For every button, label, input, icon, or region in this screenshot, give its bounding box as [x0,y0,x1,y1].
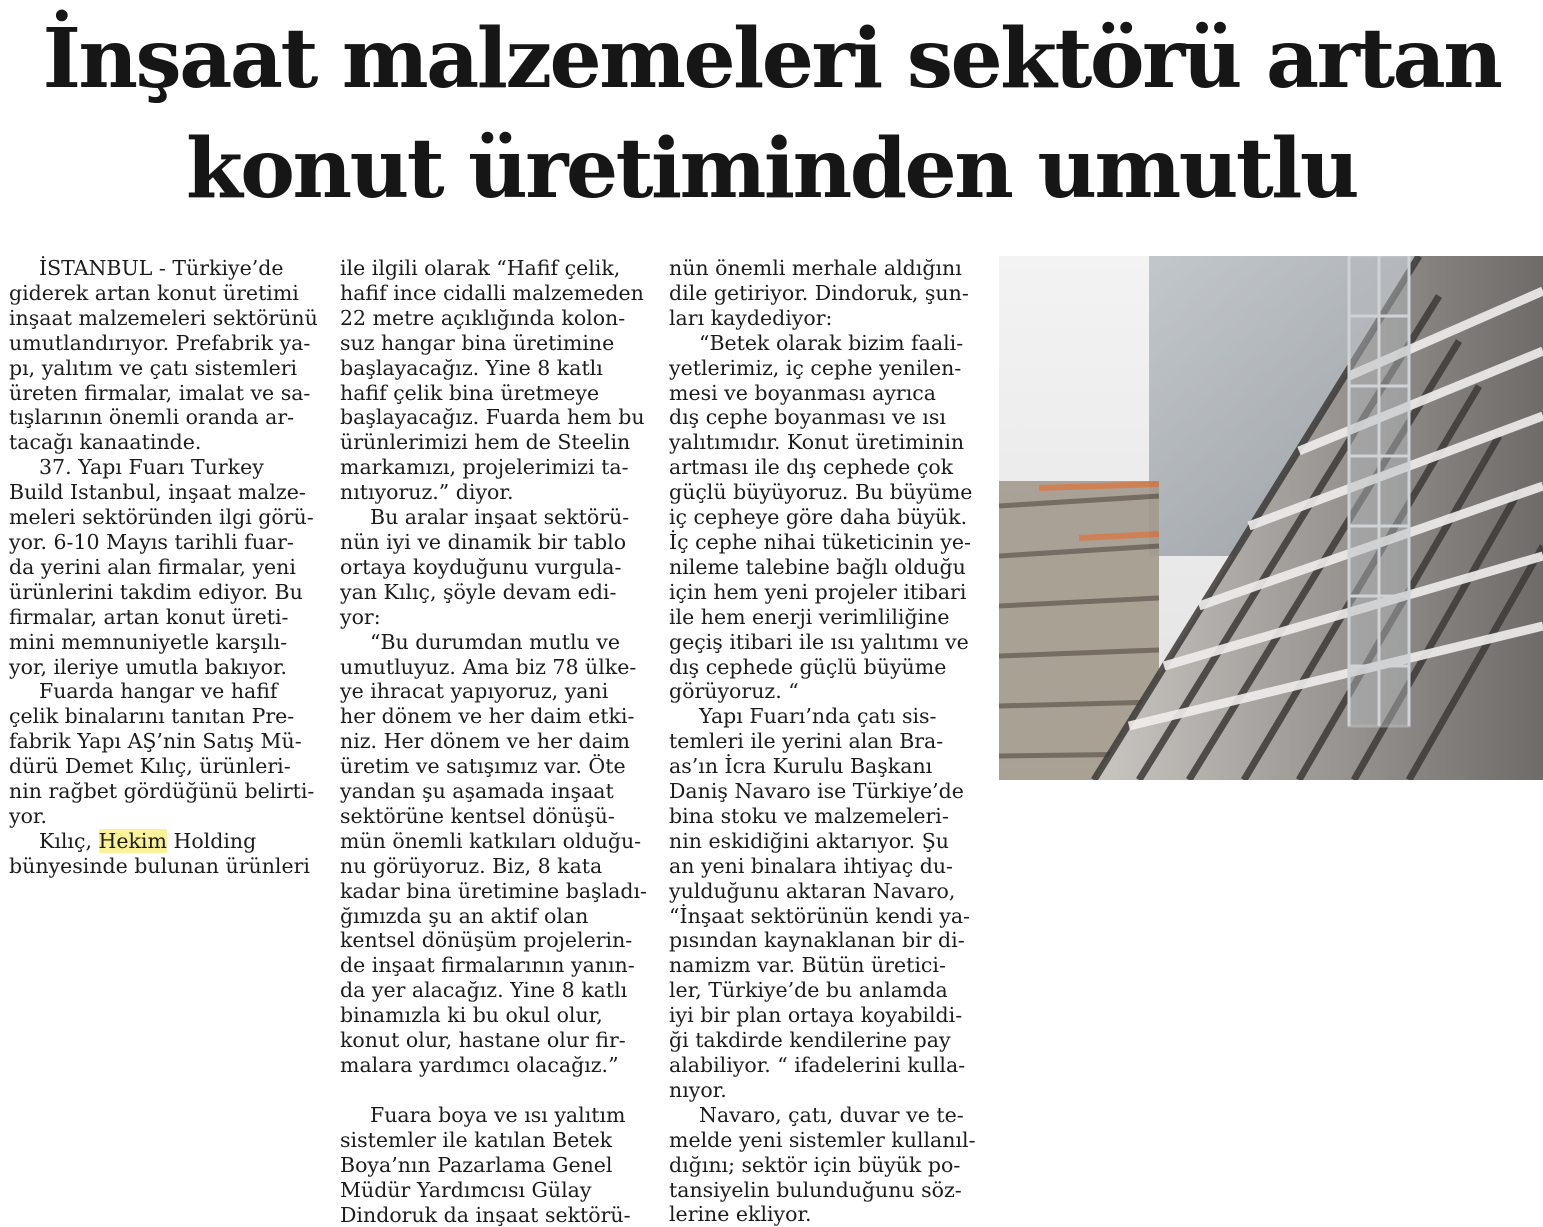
text-line: kadar bina üretimine başladı- [340,878,647,903]
scaffolding [1349,256,1409,726]
text-line: iyi bir plan ortaya koyabildi- [669,1003,963,1028]
text-line: nıtıyoruz.” diyor. [340,480,514,505]
text-line: “Betek olarak bizim faali- [699,330,964,355]
text-line: Fuara boya ve ısı yalıtım [370,1102,626,1127]
text-line: nu görüyoruz. Biz, 8 kata [340,853,603,878]
text-line: ye ihracat yapıyoruz, yani [340,679,609,704]
text-line: yor. [9,803,47,828]
text-line: firmalar, artan konut üreti- [9,604,289,629]
article-column-1 [9,256,318,879]
text-line: da yerini alan firmalar, yeni [9,554,296,579]
text-line: yandan şu aşamada inşaat [340,779,614,804]
text-line: üretim ve satışımız var. Öte [340,754,626,779]
text-line: Build Istanbul, inşaat malze- [9,480,306,505]
text-line: mün önemli katkıları olduğu- [340,828,642,853]
text-line: 37. Yapı Fuarı Turkey [39,455,264,480]
text-line: alabiliyor. “ ifadelerini kulla- [669,1053,966,1077]
text-line: ortaya koyduğunu vurgula- [340,554,622,579]
text-line: ler, Türkiye’de bu anlamda [669,978,948,1003]
text-line: inşaat malzemeleri sektörünü [9,305,318,330]
text-fragment: Holding [166,828,257,853]
text-line: Yapı Fuarı’nda çatı sis- [699,704,937,729]
text-line: meleri sektöründen ilgi görü- [9,505,314,530]
text-line: başlayacağız. Fuarda hem bu [340,405,645,430]
text-line [9,829,314,854]
text-line: mesi ve boyanması ayrıca [669,380,936,405]
text-line: Fuarda hangar ve hafif [39,679,278,704]
text-line: tışlarının önemli oranda ar- [9,405,295,430]
text-line: ürünlerimizi hem de Steelin [340,430,631,455]
text-line: ürünlerini takdim ediyor. Bu [9,579,303,604]
text-line: “İnşaat sektörünün kendi ya- [669,903,970,928]
article-column-2 [340,256,647,1227]
text-line: tansiyelin bulunduğunu söz- [669,1177,962,1202]
text-line: namizm var. Bütün üretici- [669,953,946,978]
text-line: markamızı, projelerimizi ta- [340,455,629,480]
text-line: Navaro, çatı, duvar ve te- [699,1102,964,1127]
text-line: malara yardımcı olacağız.” [340,1053,619,1077]
text-line: ile hem enerji verimliliğine [669,604,950,629]
text-line: hafif çelik bina üretmeye [340,380,600,405]
article-column-3 [669,256,975,1227]
text-line: fabrik Yapı AŞ’nin Satış Mü- [9,729,302,754]
text-line: pı, yalıtım ve çatı sistemleri [9,355,298,380]
text-line: güçlü büyüyoruz. Bu büyüme [669,480,973,505]
text-line: İç cephe nihai tüketicinin ye- [669,529,971,554]
text-line: “Bu durumdan mutlu ve [370,629,620,654]
text-line: 22 metre açıklığında kolon- [340,305,626,330]
text-line: için hem yeni projeler itibari [669,579,967,604]
article-headline [0,4,1543,224]
text-line: sektörüne kentsel dönüşü- [340,803,615,828]
text-line: da yer alacağız. Yine 8 katlı [340,978,628,1003]
text-line: bünyesinde bulunan ürünleri [9,853,310,878]
text-line: temleri ile yerini alan Bra- [669,729,944,754]
text-line: nün önemli merhale aldığını [669,256,962,280]
text-line: binamızla ki bu okul olur, [340,1003,603,1028]
text-fragment: Kılıç, [39,828,99,853]
headline-line-2: konut üretiminden umutlu [185,121,1358,217]
text-line: dığını; sektör için büyük po- [669,1152,961,1177]
text-line: dürü Demet Kılıç, ürünleri- [9,754,291,779]
highlighted-word: Hekim [98,828,167,853]
text-line: dile getiriyor. Dindoruk, şun- [669,280,969,305]
headline-line-1: İnşaat malzemeleri sektörü artan [42,11,1501,107]
text-line: çelik binalarını tanıtan Pre- [9,704,295,729]
text-line: nin rağbet gördüğünü belirti- [9,779,315,804]
text-line: bina stoku ve malzemeleri- [669,803,949,828]
text-line: üreten firmalar, imalat ve sa- [9,380,311,405]
text-line: Daniş Navaro ise Türkiye’de [669,779,964,804]
text-line: yetlerimiz, iç cephe yenilen- [669,355,962,380]
text-line: her dönem ve her daim etki- [340,704,635,729]
text-line: iç cepheye göre daha büyük. [669,505,968,530]
text-line: sistemler ile katılan Betek [340,1127,613,1152]
text-line: ği takdirde kendilerine pay [669,1028,951,1053]
text-line: umutlandırıyor. Prefabrik ya- [9,330,311,355]
text-line: başlayacağız. Yine 8 katlı [340,355,603,380]
text-line: ğımızda şu an aktif olan [340,903,589,928]
text-line [340,1078,640,1103]
text-line: ile ilgili olarak “Hafif çelik, [340,256,621,280]
text-line: dış cephe boyanması ve ısı [669,405,946,430]
text-line: pısından kaynaklanan bir di- [669,928,965,953]
text-line: Bu aralar inşaat sektörü- [370,505,630,530]
text-line: yan Kılıç, şöyle devam edi- [340,579,617,604]
text-line: an yeni binalara ihtiyaç du- [669,853,953,878]
text-line: konut olur, hastane olur fir- [340,1028,626,1053]
text-line: nün iyi ve dinamik bir tablo [340,529,627,554]
text-line: yulduğunu aktaran Navaro, [669,878,956,903]
text-line: yor: [340,604,381,629]
text-line: tacağı kanaatinde. [9,430,202,455]
text-line: Müdür Yardımcısı Gülay [340,1177,592,1202]
text-line: niz. Her dönem ve her daim [340,729,630,754]
text-line: giderek artan konut üretimi [9,280,299,305]
text-line: Boya’nın Pazarlama Genel [340,1152,613,1177]
text-line: lerine ekliyor. [669,1202,812,1227]
text-line: mini memnuniyetle karşılı- [9,629,288,654]
text-line: hafif ince cidalli malzemeden [340,280,644,305]
text-line: İSTANBUL - Türkiye’de [39,256,284,280]
text-line: kentsel dönüşüm projelerin- [340,928,633,953]
text-line: artması ile dış cephede çok [669,455,954,480]
text-line: nileme talebine bağlı olduğu [669,554,966,579]
text-line: suz hangar bina üretimine [340,330,615,355]
text-line: nıyor. [669,1077,727,1102]
text-line: yor, ileriye umutla bakıyor. [9,654,288,679]
text-line: ları kaydediyor: [669,305,833,330]
text-line: umutluyuz. Ama biz 78 ülke- [340,654,637,679]
building-construction-photo [999,256,1543,780]
text-line: görüyoruz. “ [669,679,799,704]
text-line: melde yeni sistemler kullanıl- [669,1127,976,1152]
text-line: dış cephede güçlü büyüme [669,654,947,679]
text-line: yalıtımıdır. Konut üretiminin [669,430,965,455]
text-line: de inşaat firmalarının yanın- [340,953,635,978]
text-line: nin eskidiğini aktarıyor. Şu [669,828,949,853]
text-line: as’ın İcra Kurulu Başkanı [669,754,933,779]
text-line: geçiş itibari ile ısı yalıtımı ve [669,629,969,654]
text-line: Dindoruk da inşaat sektörü- [340,1202,631,1227]
text-line: yor. 6-10 Mayıs tarihli fuar- [9,529,294,554]
